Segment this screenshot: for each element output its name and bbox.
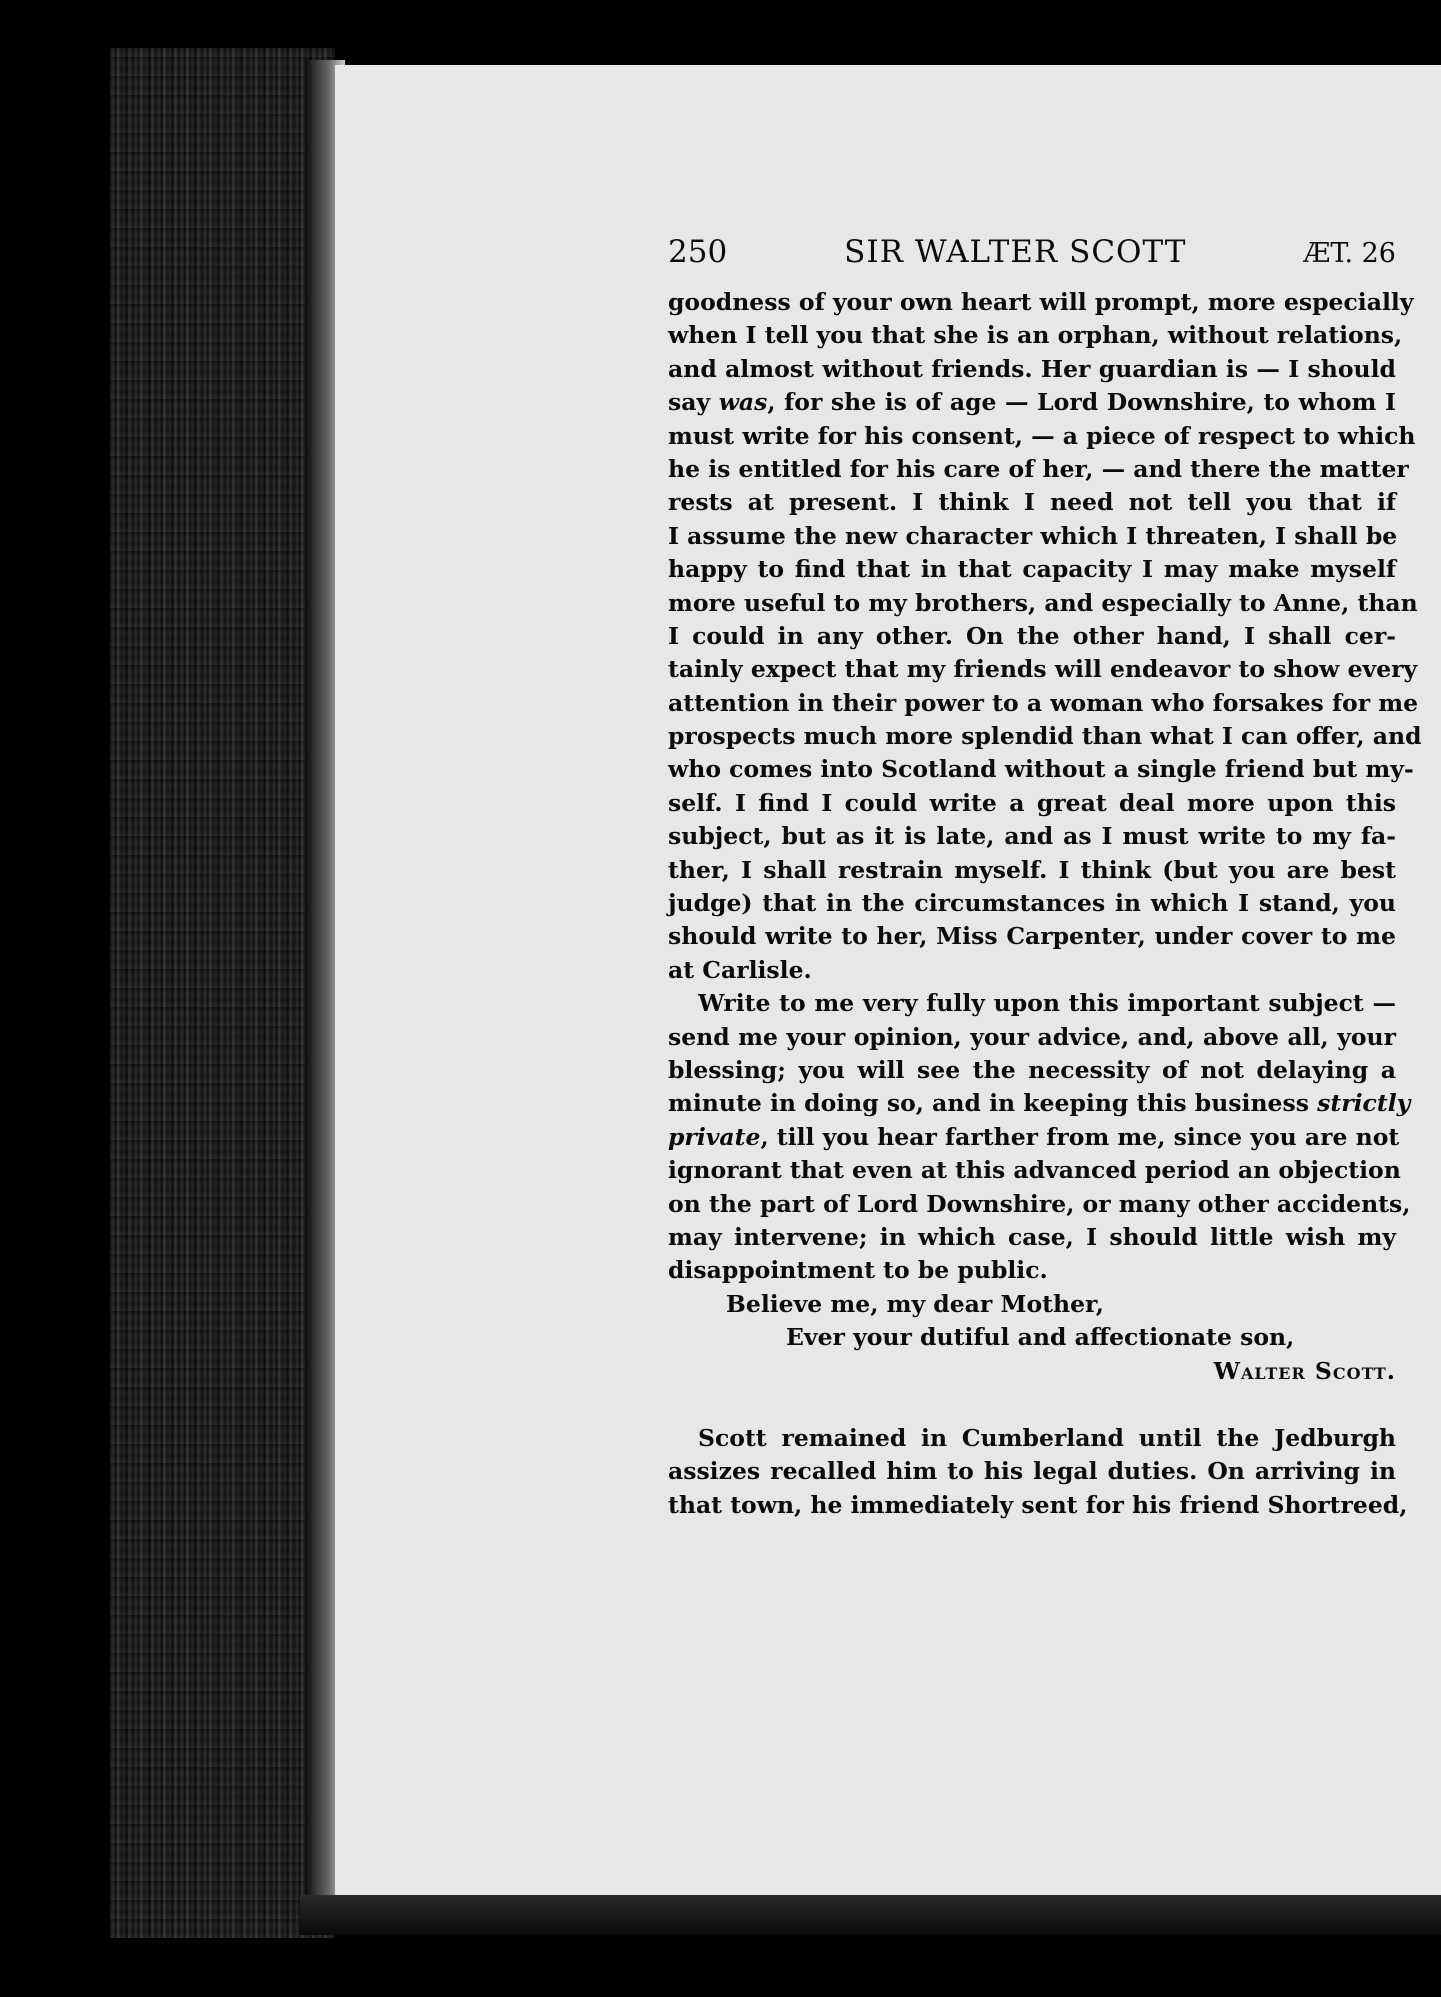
text-line: subject, but as it is late, and as I must write to my fa- xyxy=(668,822,1396,851)
book-spine-edge xyxy=(110,48,335,1938)
page-bottom-edge xyxy=(300,1895,1441,1935)
paragraph-1 xyxy=(668,286,1422,987)
text-line: at Carlisle. xyxy=(668,955,812,984)
text-line: who comes into Scotland without a single friend but my- xyxy=(668,755,1414,784)
text-line: Scott remained in Cumberland until the Jedburgh xyxy=(698,1423,1396,1452)
text-line: disappointment to be public. xyxy=(668,1256,1048,1285)
text-line: ignorant that even at this advanced period an objection xyxy=(668,1156,1401,1185)
text-line: self. I find I could write a great deal more upon this xyxy=(668,788,1396,817)
closing-phrase: Ever your dutiful and affectionate son, xyxy=(786,1323,1295,1352)
paragraph-gap xyxy=(668,1388,1396,1422)
text-line: I assume the new character which I threaten, I shall be xyxy=(668,521,1398,550)
text-line: judge) that in the circumstances in which I stand, you xyxy=(668,889,1396,918)
text-line: say was, for she is of age — Lord Downshire, to whom I xyxy=(668,388,1396,417)
running-head xyxy=(668,232,1396,274)
letter-closing xyxy=(668,1288,1396,1388)
text-line: when I tell you that she is an orphan, without relations, xyxy=(668,321,1403,350)
age-note: ÆT. 26 xyxy=(1303,238,1396,269)
text-line: and almost without friends. Her guardian is — I should xyxy=(668,354,1396,383)
text-line: may intervene; in which case, I should little wish my xyxy=(668,1222,1396,1251)
text-line: goodness of your own heart will prompt, more especially xyxy=(668,288,1414,316)
running-title: SIR WALTER SCOTT xyxy=(844,234,1187,270)
text-line: must write for his consent, — a piece of respect to which xyxy=(668,421,1416,450)
paragraph-2 xyxy=(668,987,1411,1288)
text-line: that town, he immediately sent for his friend Shortreed, xyxy=(668,1490,1408,1519)
text-line: I could in any other. On the other hand, I shall cer- xyxy=(668,621,1396,650)
text-line: minute in doing so, and in keeping this business strictly xyxy=(668,1089,1411,1118)
text-line: blessing; you will see the necessity of not delaying a xyxy=(668,1055,1396,1084)
text-line: on the part of Lord Downshire, or many other accidents, xyxy=(668,1189,1411,1218)
text-line: tainly expect that my friends will endeavor to show every xyxy=(668,655,1418,684)
text-line: send me your opinion, your advice, and, above all, your xyxy=(668,1022,1396,1051)
text-line: should write to her, Miss Carpenter, under cover to me xyxy=(668,922,1396,951)
text-line: prospects much more splendid than what I can offer, and xyxy=(668,722,1422,751)
text-line: attention in their power to a woman who forsakes for me xyxy=(668,688,1419,717)
text-line: Write to me very fully upon this important subject — xyxy=(698,989,1396,1018)
text-line: he is entitled for his care of her, — and there the matter xyxy=(668,454,1409,483)
closing-salutation: Believe me, my dear Mother, xyxy=(726,1289,1104,1318)
text-line: more useful to my brothers, and especially to Anne, than xyxy=(668,588,1418,617)
text-line: assizes recalled him to his legal duties. On arriving in xyxy=(668,1457,1396,1486)
page-number: 250 xyxy=(668,234,728,270)
text-line: happy to find that in that capacity I may make myself xyxy=(668,555,1396,584)
text-line: private, till you hear farther from me, since you are not xyxy=(668,1122,1400,1151)
text-line: ther, I shall restrain myself. I think (but you are best xyxy=(668,855,1396,884)
text-block xyxy=(668,232,1422,1522)
paragraph-3 xyxy=(668,1422,1408,1522)
text-line: rests at present. I think I need not tell you that if xyxy=(668,488,1396,517)
signature: Walter Scott. xyxy=(1213,1356,1396,1385)
